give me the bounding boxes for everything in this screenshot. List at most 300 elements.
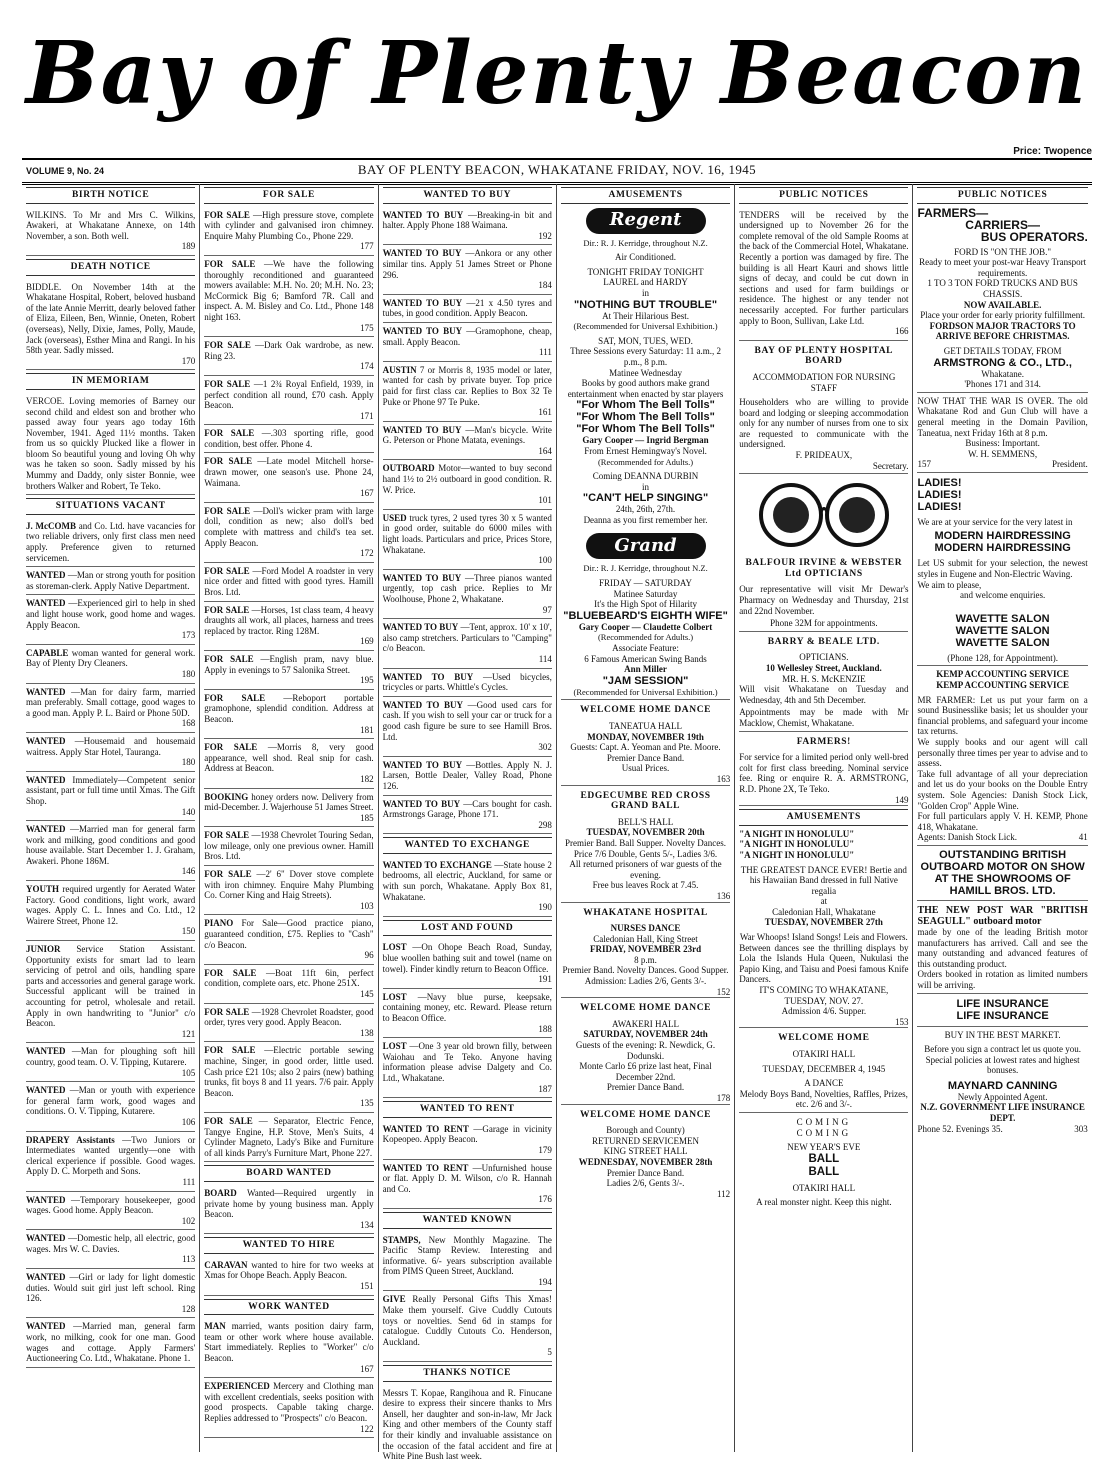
classified-ad xyxy=(26,941,195,1043)
classified-ad xyxy=(26,645,195,684)
dateline-text: BAY OF PLENTY BEACON, WHAKATANE FRIDAY, NOV. 16, 1945 xyxy=(357,162,757,177)
public-notices-heading: PUBLIC NOTICES xyxy=(739,187,908,204)
classified-ad xyxy=(204,1378,373,1438)
event-bus: Free bus leaves Rock at 7.45. xyxy=(592,880,699,891)
ad-number: 170 xyxy=(181,355,196,366)
ad-number: 172 xyxy=(360,548,374,559)
coming-line: COMING xyxy=(796,1116,852,1127)
ad-text: —Breaking-in bit and halter. Apply Phone 188 Waimana. xyxy=(382,209,552,231)
wanted-to-hire-heading: WANTED TO HIRE xyxy=(204,1237,373,1254)
ad-text: —Garage in vicinity Kopeopeo. Apply Beacon. xyxy=(382,1123,552,1145)
event-venue: BELL'S HALL xyxy=(617,816,674,827)
optician-address: 10 Wellesley Street, Auckland. xyxy=(765,663,882,673)
thanks-text: Messrs T. Kopae, Rangihoua and R. Finucane desire to express their sincere thanks to Mrs Ansell, her daughter and son-in-law, Mr Jack King and other members of the County staff for their kindly and invaluable assistance on the occasion of the fatal accident and fire at White Pine Bush last week. xyxy=(382,1387,552,1462)
event-details: Melody Boys Band, Novelties, Raffles, Prizes, etc. 2/6 and 3/-. xyxy=(739,1089,908,1113)
ad-lead: WANTED xyxy=(26,598,66,609)
ad-lead: WANTED TO RENT xyxy=(382,1123,469,1134)
ad-text: New Monthly Magazine. The Pacific Stamp Review. Interesting and informative. 6/- years subscription available from PIMS Queen Street, Auckland. xyxy=(382,1234,552,1277)
seagull-text: Orders booked in rotation as limited numbers will be arriving. xyxy=(917,969,1087,993)
ad-text: —Man or strong youth for position as storeman-clerk. Apply Native Department. xyxy=(26,570,196,591)
wanted-to-buy-heading: WANTED TO BUY xyxy=(383,187,552,204)
ad-text: Mercery and Clothing man with excellent credentials, seeks position with good prospects. Capable taking charge. Replies addressed to "Prospects" c/o Beacon. xyxy=(204,1381,374,1423)
ad-lead: GIVE xyxy=(382,1294,406,1305)
ad-lead: AUSTIN xyxy=(382,364,417,375)
associate-line: Associate Feature: xyxy=(612,643,679,654)
classified-ad xyxy=(26,1318,195,1367)
ad-lead: FOR SALE xyxy=(204,1045,256,1056)
event-guests: Guests of the evening: R. Newdick, G. Dodunski. xyxy=(575,1040,716,1061)
ad-number: 187 xyxy=(538,1083,552,1094)
event-prices: Price 7/6 Double, Gents 5/-, Ladies 3/6. xyxy=(573,848,718,859)
ad-number: 168 xyxy=(181,718,196,729)
ad-text: —Unfurnished house or flat. Apply D. M. Wilson, c/o R. Hannah and Co. xyxy=(382,1162,552,1194)
rod-gun-signatory: W. H. SEMMENS, xyxy=(968,448,1038,459)
film-tagline: At Their Hilarious Best. xyxy=(602,310,689,321)
ad-number: 128 xyxy=(181,1303,196,1314)
ad-text: —.303 sporting rifle, good condition, best offer. Phone 4. xyxy=(204,428,374,449)
ad-lead: USED xyxy=(382,512,407,523)
classified-ad xyxy=(383,510,552,570)
in-memoriam-heading: IN MEMORIAM xyxy=(26,373,195,390)
ad-number: 191 xyxy=(538,974,552,985)
ad-text: —Man for dairy farm, married man preferably. Small cottage, good wages to a good man. Apply P. L. Baird or Phone 50D. xyxy=(26,686,196,718)
thanks-notice-heading: THANKS NOTICE xyxy=(383,1365,552,1382)
classified-ad xyxy=(383,1232,552,1292)
ad-text: —Electric portable sewing machine, Singer, in good order, little used. Cash price £21 10s; also 2 pairs (new) bathing trunks, fit boys 8 and 11 years. 7/6 pair. Apply Beacon. xyxy=(204,1045,374,1098)
rating-line: (Recommended for Adults.) xyxy=(597,456,694,467)
ad-number: 194 xyxy=(538,1276,552,1287)
event-sponsor: Borough and County) xyxy=(606,1125,685,1136)
ad-lead: YOUTH xyxy=(26,884,60,895)
ad-lead: WANTED xyxy=(26,1194,66,1205)
ad-number: 177 xyxy=(360,241,374,252)
kemp-text: MR FARMER: Let us put your farm on a sound Businesslike basis; let us shoulder your financial problems, and safeguard your income tax returns. xyxy=(917,694,1088,737)
ad-text: —Horses, 1st class team, 4 heavy draughts all work, all places, harness and trees replaced by tractor. Ring 128M. xyxy=(204,604,374,636)
signatory-title: Secretary. xyxy=(739,461,908,475)
birth-text: WILKINS. To Mr and Mrs C. Wilkins, Awakeri, at Whakatane Annexe, on 14th November, a son. Both well. xyxy=(26,209,196,241)
ad-number: 102 xyxy=(181,1215,196,1226)
ad-lead: WANTED TO BUY xyxy=(382,297,463,308)
rod-gun-text: Business: Important. xyxy=(965,438,1040,449)
in-text: in xyxy=(642,287,650,298)
ad-number: 180 xyxy=(181,757,196,768)
work-wanted-list xyxy=(204,1318,373,1438)
ford-heading: BUS OPERATORS. xyxy=(980,229,1088,244)
tenders-notice xyxy=(739,207,908,341)
ad-lead: CAPABLE xyxy=(26,647,69,658)
event-text: at xyxy=(820,896,828,907)
ad-text: —Married man for general farm work and milking, good conditions and good house available. Start December 1. J. Graham, Awakeri. Phone 186M. xyxy=(26,824,196,866)
insurance-text: Newly Appointed Agent. xyxy=(957,1091,1048,1102)
laurel-hardy: LAUREL and HARDY xyxy=(603,277,688,288)
bands-line: 6 Famous American Swing Bands xyxy=(584,653,707,664)
classified-ad xyxy=(383,323,552,362)
wavette-salon-repeat: WAVETTE SALON xyxy=(955,636,1050,649)
ad-lead: WANTED xyxy=(26,1233,66,1244)
classified-ad xyxy=(383,857,552,917)
kemp-text: We supply books and our agent will call personally three times per year to advise and to assess. xyxy=(917,737,1088,769)
agent-name: MAYNARD CANNING xyxy=(947,1079,1058,1092)
ad-number: 180 xyxy=(181,668,196,679)
ad-number: 192 xyxy=(538,230,552,241)
event-band: Premier Dance Band. xyxy=(606,1167,685,1178)
ad-number: 303 xyxy=(1074,1123,1088,1134)
ad-number: 97 xyxy=(542,604,552,615)
classified-ad xyxy=(204,690,373,739)
classified-ad xyxy=(26,567,195,595)
price-label: Price: Twopence xyxy=(1013,146,1092,157)
column-3 xyxy=(379,184,557,1462)
classified-ad xyxy=(204,376,373,425)
ad-lead: FOR SALE xyxy=(204,505,251,516)
wanted-known-heading: WANTED KNOWN xyxy=(383,1212,552,1229)
event-text: Between dances see the thrilling displays by Lola the Islands Hula Queen, Nukulasi the Papio King, and Taisu and Poesi famous Knife Dancers. xyxy=(739,942,909,985)
column-2 xyxy=(200,184,378,1452)
optician-heading: BARRY & BEALE LTD. xyxy=(767,636,880,647)
ad-lead: WANTED xyxy=(26,570,66,581)
ad-number: 103 xyxy=(360,900,374,911)
ad-lead: FOR SALE xyxy=(204,653,254,664)
classified-ad xyxy=(383,207,552,246)
in-memoriam-notice xyxy=(26,393,195,495)
regent-logo: Regent xyxy=(586,208,706,234)
ad-lead: WANTED xyxy=(26,774,66,785)
event-band: Premier Dance Band. xyxy=(606,752,685,763)
kemp-text: Agents: Danish Stock Lick. xyxy=(917,832,1017,843)
event-details: Premier Band. Novelty Dances. Good Supper. xyxy=(562,965,729,976)
ad-lead: WANTED xyxy=(26,1321,66,1332)
classified-ad xyxy=(204,337,373,376)
amusements-heading: AMUSEMENTS xyxy=(561,187,730,204)
salon-phone: (Phone 128, for Appointment). xyxy=(917,653,1087,667)
rating-line: (Recommended for Universal Exhibition.) xyxy=(561,687,730,701)
event-prices: Ladies 2/6, Gents 3/-. xyxy=(606,1178,685,1189)
ad-lead: WANTED xyxy=(26,686,66,697)
ad-lead: FOR SALE xyxy=(204,340,251,351)
ford-text: FORDSON MAJOR TRACTORS TO ARRIVE BEFORE CHRISTMAS. xyxy=(929,320,1076,342)
ad-number: 149 xyxy=(739,795,908,807)
ad-lead: FOR SALE xyxy=(204,742,258,753)
ad-number: 179 xyxy=(538,1144,552,1155)
classified-ad xyxy=(383,1291,552,1362)
ford-text: Ready to meet your post-war Heavy Transport requirements. xyxy=(919,257,1087,278)
event-title: "A NIGHT IN HONOLULU" xyxy=(739,828,855,839)
classified-ad xyxy=(383,619,552,668)
ad-text: truck tyres, 2 used tyres 30 x 5 wanted in good order, suitable do 6000 miles with light loads. Particulars and price, Prices Store, Whakatane. xyxy=(382,512,552,555)
event-title: NURSES DANCE xyxy=(610,923,681,934)
ad-number: 112 xyxy=(717,1188,731,1199)
event-prices: Admission 4/6. Supper. xyxy=(781,1006,867,1017)
ad-lead: FOR SALE xyxy=(204,428,255,439)
ad-text: —English pram, navy blue. Apply in evenings to 57 Salonika Street. xyxy=(204,653,374,675)
ball-line-repeat: BALL xyxy=(808,1165,840,1178)
outboard-heading: OUTSTANDING BRITISH OUTBOARD MOTOR ON SHOW AT THE SHOWROOMS OF HAMILL BROS. LTD. xyxy=(917,849,1087,901)
ad-text: —Cars bought for cash. Armstrongs Garage, Phone 171. xyxy=(382,798,552,820)
ford-text: FORD IS "ON THE JOB." xyxy=(954,246,1052,257)
film-title: "For Whom The Bell Tolls" xyxy=(576,399,715,412)
classified-ad xyxy=(26,684,195,733)
event-venue: TANEATUA HALL xyxy=(609,721,683,731)
ad-number: 164 xyxy=(538,445,552,456)
ad-text: —High pressure stove, complete with cylinder and galvanised iron chimney. Enquire Mahy Plumbing Co., Phone 229. xyxy=(204,209,374,241)
ad-text: woman wanted for general work. Bay of Plenty Dry Cleaners. xyxy=(26,647,196,669)
matinee-line: Matinee Saturday xyxy=(613,588,678,599)
thanks-notice xyxy=(383,1385,552,1465)
ladies-heading-repeat: LADIES! xyxy=(917,488,962,501)
ad-number: 111 xyxy=(182,1176,196,1187)
ad-number: 182 xyxy=(360,773,374,784)
optician-phone: Phone 32M for appointments. xyxy=(739,616,908,632)
ad-text: —21 x 4.50 tyres and tubes, in good condition. Apply Beacon. xyxy=(382,297,552,319)
classified-ad xyxy=(383,669,552,697)
ad-text: wanted to hire for two weeks at Xmas for Ohope Beach. Apply Beacon. xyxy=(204,1259,374,1281)
event-heading: WHAKATANE HOSPITAL xyxy=(583,907,708,918)
farmers-text: For service for a limited period only well-bred colt for first class breeding. Nominal service fee. Ring or enquire R. A. ARMSTRONG, R.D. Phone 2X, Te Teko. xyxy=(739,752,909,794)
ad-lead: WANTED TO BUY xyxy=(382,798,461,809)
ad-lead: DRAPERY Assistants xyxy=(26,1134,115,1145)
ad-number: 153 xyxy=(739,1017,908,1029)
ad-lead: FOR SALE xyxy=(204,830,250,841)
ad-text: —Housemaid and housemaid waitress. Apply Star Hotel, Tauranga. xyxy=(26,735,196,757)
ad-lead: WANTED TO RENT xyxy=(382,1162,469,1173)
ad-text: —We have the following thoroughly reconditioned and guaranteed mowers available: M.H. No. 20; M.H. No. 23; McCormick Big 6; Bamford 7R. Call and inspect. A. M. Bisley and Co. Ltd., Phone 148 night 163. xyxy=(204,258,374,322)
event-heading: WELCOME HOME xyxy=(778,1033,870,1044)
hospital-board-text: Householders who are willing to provide board and lodging or sleeping accommodation only for any number of nurses from one to six are requested to communicate with the undersigned. xyxy=(739,397,909,450)
ad-text: —1 2¾ Royal Enfield, 1939, in perfect condition all round, £70 cash. Apply Beacon. xyxy=(204,378,374,411)
classified-ad xyxy=(204,563,373,602)
event-guests: RETURNED SERVICEMEN xyxy=(592,1135,700,1146)
ad-number: 135 xyxy=(360,1098,374,1109)
ad-lead: FOR SALE xyxy=(204,1006,250,1017)
spectacles-illustration xyxy=(749,480,899,550)
ad-text: —Temporary housekeeper, good wages. Good home. Apply Beacon. xyxy=(26,1194,196,1216)
ad-lead: FOR SALE xyxy=(204,258,256,269)
film-tagline: Deanna as you first remember her. xyxy=(583,514,708,525)
ad-number: 166 xyxy=(894,326,909,337)
ad-text: —On Ohope Beach Road, Sunday, blue woollen bathing suit and towel (name on towel). Finder kindly return to Beacon Office. xyxy=(382,942,552,974)
ad-text: —Two Juniors or Intermediates wanted urgently—one with clerical experience if possible. Good wages. Apply D. C. Morpeth and Sons. xyxy=(26,1134,196,1177)
event-prices: Admission: Ladies 2/6, Gents 3/-. xyxy=(584,976,707,987)
ad-number: 106 xyxy=(181,1116,196,1127)
wanted-known-list xyxy=(383,1232,552,1363)
ad-text: —Gramophone, cheap, small. Apply Beacon. xyxy=(382,325,552,347)
ad-number: 176 xyxy=(538,1194,552,1205)
ad-lead: CARAVAN xyxy=(204,1259,248,1270)
ad-number: 114 xyxy=(538,653,552,664)
event-title-repeat: "A NIGHT IN HONOLULU" xyxy=(739,849,855,860)
ad-text: — Separator, Electric Fence, Tangye Engine, H.P. Stove, Men's Suits, 4 Cylinder Magneto, Lady's Bike and Furniture of all kinds Parry's Furniture Mart, Phone 227. xyxy=(204,1115,374,1158)
salon-text: Let US submit for your selection, the newest styles in Eugene and Non-Electric Waving. xyxy=(917,558,1088,580)
ad-text: —Experienced girl to help in shed and light house work, good home and wages. Apply Beacon. xyxy=(26,598,196,630)
hospital-board-heading: BAY OF PLENTY HOSPITAL BOARD xyxy=(754,345,894,367)
ad-lead: WANTED TO BUY xyxy=(382,209,464,220)
ad-number: 101 xyxy=(538,495,552,506)
classified-ad xyxy=(204,915,373,964)
director-line: Dir.: R. J. Kerridge, throughout N.Z. xyxy=(583,563,708,574)
column-4 xyxy=(557,184,735,1452)
masthead xyxy=(0,18,1114,130)
classified-ad xyxy=(383,570,552,619)
event-date: TUESDAY, NOVEMBER 20th xyxy=(586,827,705,838)
salon-heading-repeat: MODERN HAIRDRESSING xyxy=(934,542,1071,555)
event-venue: Caledonian Hall, King Street xyxy=(593,933,698,944)
column-1 xyxy=(22,184,200,1452)
ad-number: 171 xyxy=(360,410,374,421)
event-venue: OTAKIRI HALL xyxy=(792,1182,856,1193)
classified-ad xyxy=(204,602,373,651)
film-dates: 24th, 26th, 27th. xyxy=(615,504,676,515)
ad-text: —1928 Chevrolet Roadster, good order, tyres very good. Apply Beacon. xyxy=(204,1006,374,1028)
event-time: 8 p.m. xyxy=(634,954,657,965)
ad-lead: WANTED TO BUY xyxy=(382,572,462,583)
session-days: SAT, MON, TUES, WED. xyxy=(598,335,693,346)
ford-text: NOW AVAILABLE. xyxy=(963,299,1042,310)
ad-lead: FOR SALE xyxy=(204,869,252,880)
situations-vacant-heading: SITUATIONS VACANT xyxy=(26,498,195,515)
ad-text: and Co. Ltd. have vacancies for two reliable drivers, only first class men need apply. Preference given to returned servicemen. xyxy=(26,520,196,563)
ad-lead: MAN xyxy=(204,1321,226,1332)
ad-text: —Three pianos wanted urgently, top cash price. Replies to Mr Woolhouse, Phone 2, Whakatane. xyxy=(382,572,552,604)
optician-text: Our representative will visit Mr Dewar's Pharmacy on Wednesday and Thursday, 21st and 22nd November. xyxy=(739,584,909,616)
ad-lead: J. McCOMB xyxy=(26,520,76,531)
ad-text: —Dark Oak wardrobe, as new. Ring 23. xyxy=(204,340,374,361)
insurance-text: Special policies at lowest rates and highest bonuses. xyxy=(925,1054,1080,1076)
event-heading: EDGECUMBE RED CROSS GRAND BALL xyxy=(580,790,711,812)
ad-number: 100 xyxy=(538,555,552,566)
ad-lead: FOR SALE xyxy=(204,378,251,389)
death-notice-heading: DEATH NOTICE xyxy=(26,259,195,276)
salon-heading: MODERN HAIRDRESSING xyxy=(934,530,1071,543)
coming-line-repeat: COMING xyxy=(796,1127,852,1138)
event-date: SATURDAY, NOVEMBER 24th xyxy=(583,1029,708,1040)
life-insurance-heading-repeat: LIFE INSURANCE xyxy=(956,1009,1049,1022)
wanted-to-rent-heading: WANTED TO RENT xyxy=(383,1101,552,1118)
rating-line: (Recommended for Universal Exhibition.) xyxy=(573,321,718,332)
salon-text: We aim to please, xyxy=(917,579,982,590)
books-line: Books by good authors make grand entertainment when enacted by star players xyxy=(567,378,724,399)
ad-number: 111 xyxy=(539,347,552,358)
ad-number: 41 xyxy=(1078,832,1088,843)
classified-ad xyxy=(26,1192,195,1231)
situations-vacant-list xyxy=(26,518,195,1368)
air-conditioned-text: Air Conditioned. xyxy=(615,252,677,263)
film-title: "BLUEBEARD'S EIGHTH WIFE" xyxy=(563,609,728,622)
event-text: IT'S COMING TO WHAKATANE, TUESDAY, NOV. 27. xyxy=(759,985,889,1006)
wavette-salon: WAVETTE SALON xyxy=(955,612,1050,625)
classified-ad xyxy=(383,796,552,835)
ad-text: For Sale—Good practice piano, guaranteed condition, £75. Replies to "Cash" c/o Beacon. xyxy=(204,918,374,950)
classified-ad xyxy=(26,595,195,644)
session-times: Three Sessions every Saturday: 11 a.m., 2 p.m., 8 p.m. xyxy=(570,346,721,367)
ad-number: 5 xyxy=(547,1347,552,1358)
insurance-phone: Phone 52. Evenings 35. xyxy=(917,1123,1003,1134)
classified-ad xyxy=(383,697,552,757)
event-guests: All returned prisoners of war guests of the evening. xyxy=(569,859,722,880)
ad-text: Service Station Assistant. Opportunity exists for smart lad to learn servicing of petrol and oils, handling spare parts and accessories and general garage work. Successful applicant will be trained in accounting for petrol, wholesale and retail. Apply in own handwriting to "Junior" c/o Beacon. xyxy=(26,944,196,1029)
salon-text: We are at your service for the very latest in xyxy=(917,516,1073,527)
seagull-heading: THE NEW POST WAR "BRITISH SEAGULL" outboard motor xyxy=(917,904,1088,927)
column-6 xyxy=(913,184,1091,1452)
event-title: NEW YEAR'S EVE xyxy=(787,1142,861,1153)
event-details: Premier Band. Ball Supper. Novelty Dances. xyxy=(565,837,727,848)
classified-ad xyxy=(204,651,373,690)
event-text: War Whoops! Island Songs! Leis and Flowers. xyxy=(739,932,908,943)
rod-gun-text: NOW THAT THE WAR IS OVER. The old Whakatane Rod and Gun Club will have a general meeting in the Domain Pavilion, Taneatua, next Friday 16th at 8 p.m. xyxy=(917,395,1088,438)
event-heading: WELCOME HOME DANCE xyxy=(579,1109,712,1120)
ladies-heading: LADIES! xyxy=(917,476,962,489)
event-date: TUESDAY, NOVEMBER 27th xyxy=(764,917,883,928)
board-wanted-heading: BOARD WANTED xyxy=(204,1165,373,1182)
film-title-repeat: "For Whom The Bell Tolls" xyxy=(576,423,715,436)
classified-ad xyxy=(204,256,373,337)
classified-ad xyxy=(204,739,373,788)
ad-number: 152 xyxy=(561,987,730,999)
ad-lead: STAMPS, xyxy=(382,1234,421,1245)
classified-ad xyxy=(383,939,552,988)
ad-text: Motor—wanted to buy second hand 1½ to 2½ outboard in good condition. R. W. Price. xyxy=(382,463,552,495)
hospital-board-subheading: ACCOMMODATION FOR NURSING STAFF xyxy=(752,371,896,393)
ad-number: 121 xyxy=(181,1028,196,1039)
classified-ad xyxy=(383,1038,552,1098)
cast-line: Gary Cooper — Claudette Colbert xyxy=(578,621,713,632)
ad-lead: FOR SALE xyxy=(204,1115,253,1126)
classified-ad xyxy=(204,1113,373,1162)
event-prices: Usual Prices. xyxy=(621,763,670,774)
event-band: Premier Dance Band. xyxy=(606,1082,685,1093)
ad-number: 157 xyxy=(917,459,931,470)
classified-ad xyxy=(26,881,195,941)
event-date: WEDNESDAY, NOVEMBER 28th xyxy=(578,1156,713,1167)
for-sale-list xyxy=(204,207,373,1163)
classified-ad xyxy=(383,989,552,1038)
ad-text: —Morris 8, very good appearance, well shod. Real snip for cash. Address at Beacon. xyxy=(204,742,374,774)
ad-lead: WANTED xyxy=(26,735,66,746)
ad-number: 195 xyxy=(360,675,374,686)
public-notices-heading: PUBLIC NOTICES xyxy=(917,187,1087,204)
ad-lead: LOST xyxy=(382,1041,407,1052)
ad-lead: EXPERIENCED xyxy=(204,1381,270,1392)
insurance-text: BUY IN THE BEST MARKET. xyxy=(917,1026,1087,1041)
ad-number: 105 xyxy=(181,1067,196,1078)
ad-text: —Used bicycles, tricycles or parts. Whittle's Cycles. xyxy=(382,671,552,693)
ad-number: 175 xyxy=(360,322,374,333)
wanted-to-buy-list xyxy=(383,207,552,835)
ad-lead: LOST xyxy=(382,991,407,1002)
classified-ad xyxy=(204,827,373,866)
columns xyxy=(22,184,1092,1462)
ad-text: —Ankora or any other similar tins. Apply 51 James Street or Phone 296. xyxy=(382,248,552,280)
ad-number: 163 xyxy=(561,774,730,786)
ad-lead: FOR SALE xyxy=(204,456,253,467)
birth-notice-heading: BIRTH NOTICE xyxy=(26,187,195,204)
insurance-dept: N.Z. GOVERNMENT LIFE INSURANCE DEPT. xyxy=(920,1102,1085,1124)
event-venue: KING STREET HALL xyxy=(603,1146,688,1157)
ladies-heading-repeat: LADIES! xyxy=(917,500,962,513)
classified-ad xyxy=(204,1318,373,1378)
event-date: MONDAY, NOVEMBER 19th xyxy=(587,731,704,742)
event-guests: Guests: Capt. A. Yeoman and Pte. Moore. xyxy=(570,742,721,753)
ad-text: —Boat 11ft 6in, perfect condition, complete oars, etc. Phone 251X. xyxy=(204,967,374,989)
event-date: FRIDAY, NOVEMBER 23rd xyxy=(589,944,702,955)
classified-ad xyxy=(204,866,373,915)
film-tagline: It's the High Spot of Hilarity xyxy=(594,599,697,610)
ad-lead: WANTED TO BUY xyxy=(382,699,463,710)
classified-ad xyxy=(383,245,552,294)
ad-lead: LOST xyxy=(382,942,407,953)
salon-text: and welcome enquiries. xyxy=(960,590,1046,601)
ad-lead: FOR SALE xyxy=(204,209,250,220)
coming-line: Coming DEANNA DURBIN xyxy=(592,471,699,482)
